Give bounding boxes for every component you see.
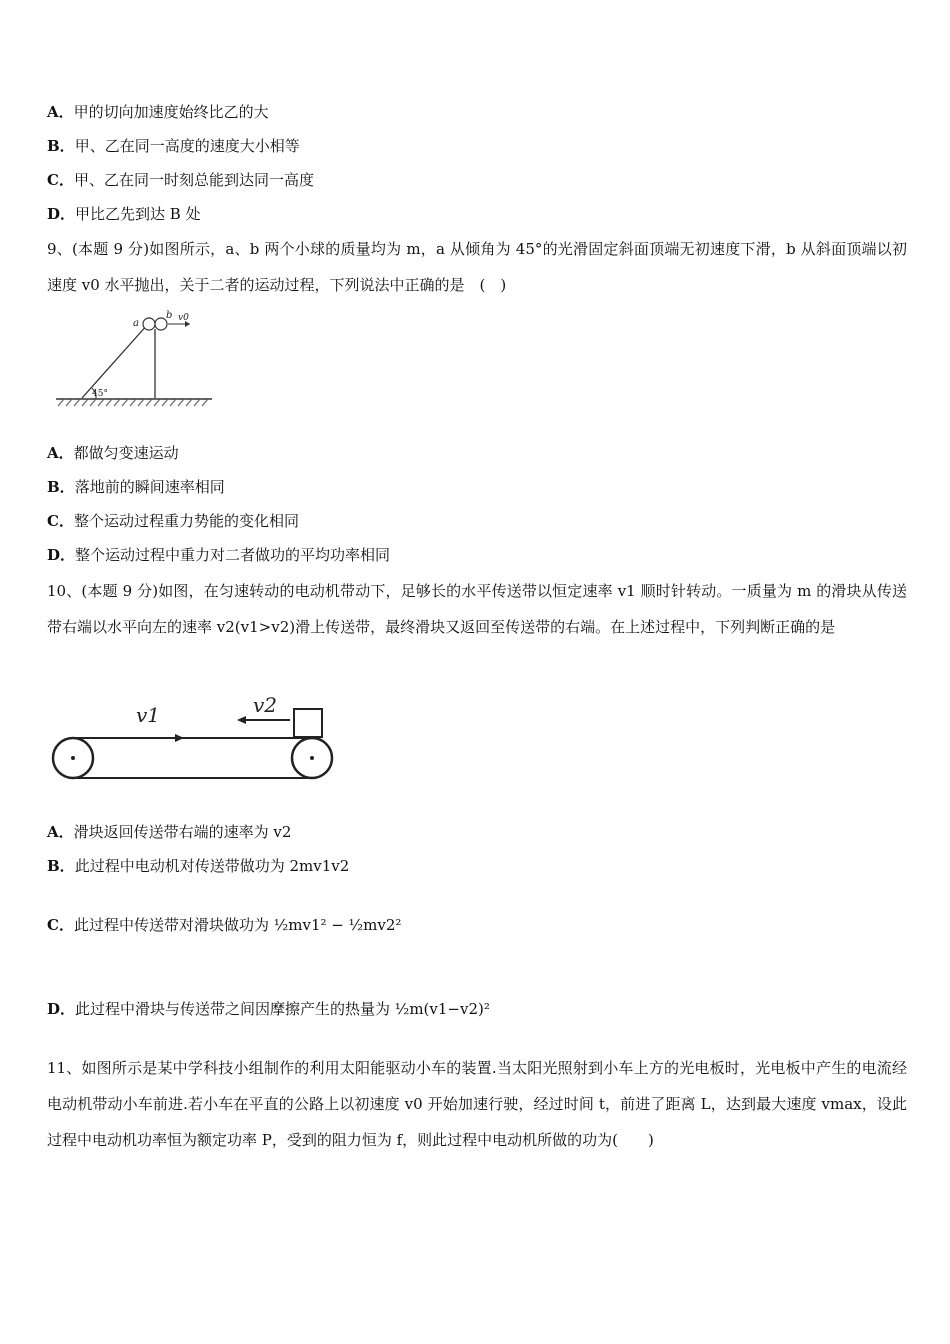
slider-block: [294, 709, 322, 737]
v2-arrowhead: [237, 716, 246, 724]
option-text: 此过程中传送带对滑块做功为 ½mv1² − ½mv2²: [73, 916, 402, 934]
q9-option-a: [47, 442, 179, 464]
option-text: 甲、乙在同一高度的速度大小相等: [74, 137, 300, 155]
v0-label: v0: [178, 313, 189, 323]
q9-stem: 9、(本题 9 分)如图所示，a、b 两个小球的质量均为 m，a 从倾角为 45°的光滑固定斜面顶端无初速度下滑，b 从斜面顶端以初速度 v0 水平抛出，关于二者的运动过程，下列说法中正确的是 ( ): [47, 240, 907, 294]
angle-label: 45°: [92, 389, 108, 399]
q8-option-c: [47, 169, 314, 191]
option-label: B．: [47, 857, 75, 875]
option-text: 甲的切向加速度始终比乙的大: [73, 103, 269, 121]
q9-option-b: [47, 476, 225, 498]
option-label: A．: [47, 444, 74, 462]
option-text: 落地前的瞬间速率相同: [74, 478, 225, 496]
ground-hatch: [58, 399, 208, 406]
option-text: 此过程中电动机对传送带做功为 2mv1v2: [74, 857, 350, 875]
v1-arrowhead: [175, 734, 184, 742]
q10-option-c: [47, 914, 401, 936]
q10-option-b: [47, 855, 349, 877]
ball-b-label: b: [166, 310, 173, 321]
option-text: 甲、乙在同一时刻总能到达同一高度: [73, 171, 314, 189]
ball-a-label: a: [133, 318, 139, 329]
option-label: D．: [47, 1000, 76, 1018]
incline-figure: [52, 308, 214, 414]
v2-label: v2: [253, 694, 278, 717]
option-label: D．: [47, 546, 76, 564]
q8-option-d: [47, 203, 201, 225]
q10-option-d: [47, 998, 490, 1020]
option-label: C．: [47, 916, 74, 934]
q8-option-a: [47, 101, 269, 123]
option-label: B．: [47, 478, 75, 496]
left-pulley-axle: [71, 756, 75, 760]
option-label: C．: [47, 171, 74, 189]
q8-option-b: [47, 135, 300, 157]
option-label: A．: [47, 103, 74, 121]
option-text: 都做匀变速运动: [73, 444, 179, 462]
q10-stem: 10、(本题 9 分)如图，在匀速转动的电动机带动下，足够长的水平传送带以恒定速率 v1 顺时针转动。一质量为 m 的滑块从传送带右端以水平向左的速率 v2(v1>v2)滑上传送带，最终滑块又返回至传送带的右端。在上述过程中，下列判断正确的是: [47, 582, 907, 636]
option-text: 甲比乙先到达 B 处: [75, 205, 201, 223]
q9-option-d: [47, 544, 390, 566]
option-label: C．: [47, 512, 74, 530]
option-text: 整个运动过程中重力对二者做功的平均功率相同: [75, 546, 391, 564]
q10-option-a: [47, 821, 291, 843]
incline-slope: [82, 324, 148, 398]
ball-a: [143, 318, 155, 330]
q9-option-c: [47, 510, 299, 532]
option-text: 滑块返回传送带右端的速率为 v2: [73, 823, 292, 841]
option-label: D．: [47, 205, 76, 223]
q11-stem: 11、如图所示是某中学科技小组制作的利用太阳能驱动小车的装置.当太阳光照射到小车上方的光电板时，光电板中产生的电流经电动机带动小车前进.若小车在平直的公路上以初速度 v0 开始加速行驶，经过时间 t，前进了距离 L，达到最大速度 vmax，设此过程中电动机功率恒为额定功率 P，受到的阻力恒为 f，则此过程中电动机所做的功为( ): [47, 1059, 907, 1149]
option-label: A．: [47, 823, 74, 841]
option-text: 整个运动过程重力势能的变化相同: [73, 512, 299, 530]
right-pulley-axle: [310, 756, 314, 760]
option-text: 此过程中滑块与传送带之间因摩擦产生的热量为 ½m(v1−v2)²: [75, 1000, 490, 1018]
conveyor-figure: [48, 694, 340, 788]
option-label: B．: [47, 137, 75, 155]
v1-label: v1: [136, 703, 161, 727]
